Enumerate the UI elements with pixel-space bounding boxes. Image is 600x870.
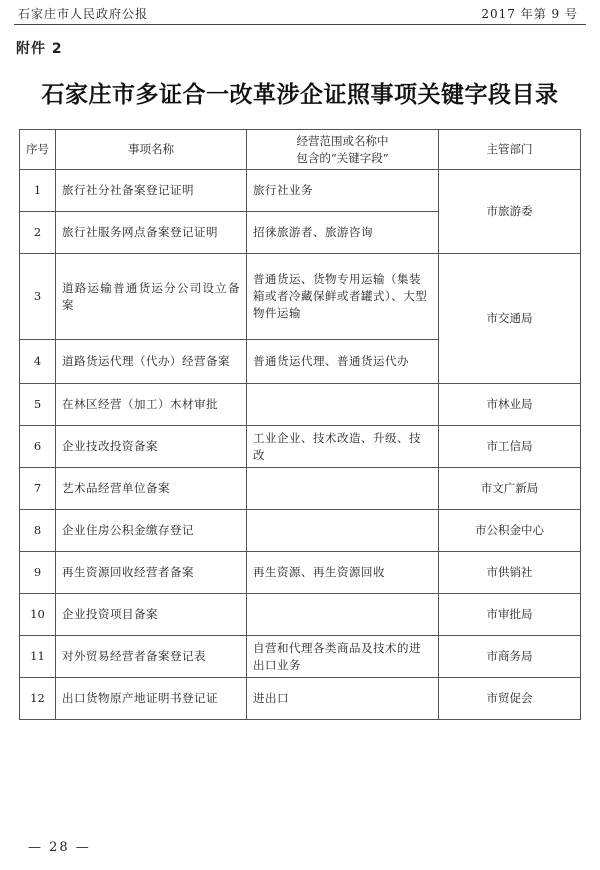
header-keywords-line1: 经营范围或名称中 [296, 133, 389, 148]
table-row [20, 468, 581, 510]
row-index: 7 [20, 468, 56, 510]
row-name: 出口货物原产地证明书登记证 [56, 678, 247, 720]
table-row [20, 384, 581, 426]
row-name: 旅行社分社备案登记证明 [56, 170, 247, 212]
row-index: 6 [20, 426, 56, 468]
row-index: 5 [20, 384, 56, 426]
row-index: 8 [20, 510, 56, 552]
header-name: 事项名称 [56, 130, 247, 170]
page-title: 石家庄市多证合一改革涉企证照事项关键字段目录 [41, 82, 559, 108]
table-row [20, 552, 581, 594]
issue-number: 2017 年第 9 号 [481, 7, 578, 21]
table-header-row [20, 130, 581, 170]
table-row [20, 510, 581, 552]
row-name: 对外贸易经营者备案登记表 [56, 636, 247, 678]
row-index: 2 [20, 212, 56, 254]
row-department: 市商务局 [439, 636, 581, 678]
row-keywords: 工业企业、技术改造、升级、技改 [247, 426, 439, 468]
row-keywords [247, 384, 439, 426]
table-row [20, 594, 581, 636]
row-keywords: 普通货运、货物专用运输（集装箱或者冷藏保鲜或者罐式）、大型物件运输 [247, 254, 439, 340]
header-keywords [247, 130, 439, 170]
row-department: 市供销社 [439, 552, 581, 594]
row-department: 市林业局 [439, 384, 581, 426]
row-name: 道路运输普通货运分公司设立备案 [56, 254, 247, 340]
page-header [14, 0, 586, 25]
row-index: 9 [20, 552, 56, 594]
row-name: 旅行社服务网点备案登记证明 [56, 212, 247, 254]
row-keywords [247, 594, 439, 636]
row-index: 10 [20, 594, 56, 636]
row-index: 11 [20, 636, 56, 678]
row-name: 艺术品经营单位备案 [56, 468, 247, 510]
table-row [20, 170, 581, 212]
annex-label: 附件 2 [16, 41, 63, 57]
table-row [20, 678, 581, 720]
row-department: 市文广新局 [439, 468, 581, 510]
row-keywords: 进出口 [247, 678, 439, 720]
catalog-table [19, 129, 581, 720]
row-name: 企业投资项目备案 [56, 594, 247, 636]
table-row [20, 636, 581, 678]
row-name: 企业技改投资备案 [56, 426, 247, 468]
header-keywords-line2: 包含的“关键字段” [296, 150, 389, 165]
row-name: 道路货运代理（代办）经营备案 [56, 340, 247, 384]
table-row [20, 426, 581, 468]
row-keywords: 普通货运代理、普通货运代办 [247, 340, 439, 384]
row-keywords: 再生资源、再生资源回收 [247, 552, 439, 594]
row-index: 12 [20, 678, 56, 720]
row-index: 4 [20, 340, 56, 384]
page-number: — 28 — [28, 840, 91, 855]
row-department: 市交通局 [439, 254, 581, 384]
row-department: 市公积金中心 [439, 510, 581, 552]
row-department: 市旅游委 [439, 170, 581, 254]
row-index: 1 [20, 170, 56, 212]
row-name: 企业住房公积金缴存登记 [56, 510, 247, 552]
publication-name: 石家庄市人民政府公报 [18, 7, 149, 21]
header-department: 主管部门 [439, 130, 581, 170]
row-keywords: 招徕旅游者、旅游咨询 [247, 212, 439, 254]
row-keywords: 自营和代理各类商品及技术的进出口业务 [247, 636, 439, 678]
table-row [20, 254, 581, 340]
row-department: 市审批局 [439, 594, 581, 636]
row-name: 再生资源回收经营者备案 [56, 552, 247, 594]
row-keywords [247, 468, 439, 510]
row-department: 市贸促会 [439, 678, 581, 720]
row-name: 在林区经营（加工）木材审批 [56, 384, 247, 426]
row-keywords [247, 510, 439, 552]
row-index: 3 [20, 254, 56, 340]
row-department: 市工信局 [439, 426, 581, 468]
header-index: 序号 [20, 130, 56, 170]
row-keywords: 旅行社业务 [247, 170, 439, 212]
